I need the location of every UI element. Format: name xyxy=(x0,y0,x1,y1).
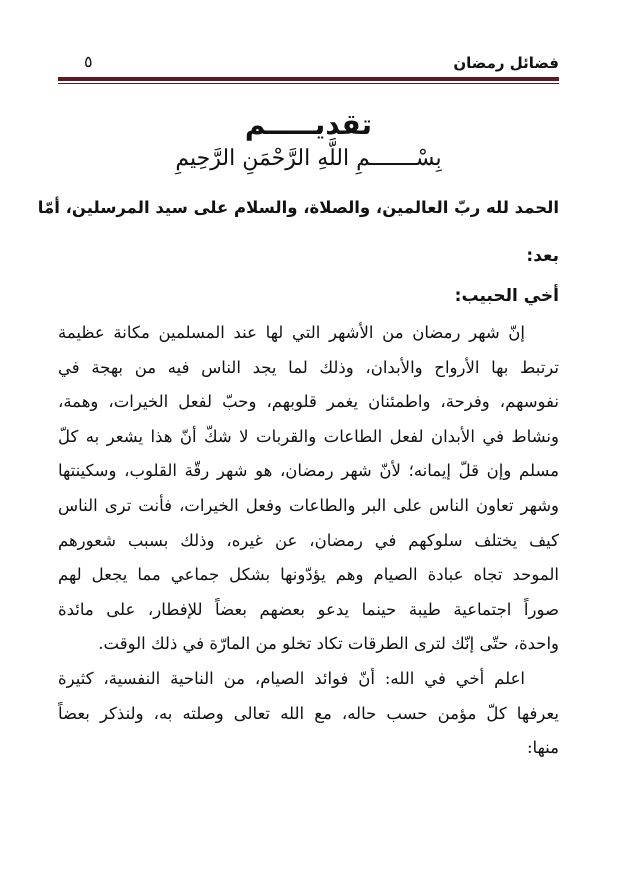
body-line: مسلم وإن قلّ إيمانه؛ لأنّ شهر رمضان، هو شهر رقّة القلوب، وسكينتها xyxy=(58,461,559,481)
body-line: صوراً اجتماعية طيبة حينما يدعو بعضهم بعضاً للإفطار، على مائدة xyxy=(58,599,559,619)
body-line: كيف يختلف سلوكهم في رمضان، عن غيره، وذلك بسبب شعورهم xyxy=(58,530,559,550)
page-number: ٥ xyxy=(84,52,93,71)
body-line: منها: xyxy=(526,738,559,758)
body-line: واحدة، حتّى إنّك لترى الطرقات تكاد تخلو من المارّة في ذلك الوقت. xyxy=(98,634,559,654)
body-line: إنّ شهر رمضان من الأشهر التي لها عند المسلمين مكانة عظيمة xyxy=(58,323,525,342)
body-line: ترتبط بها الأرواح والأبدان، وذلك لما يجد الناس فيه من بهجة في xyxy=(58,357,559,377)
header-rule-thick xyxy=(58,77,559,81)
address-line: أخي الحبيب: xyxy=(454,286,559,306)
body-paragraphs xyxy=(58,316,559,766)
body-line: نفوسهم، وفرحة، واطمئنان يغمر قلوبهم، وحبّ لفعل الخيرات، وهمة، xyxy=(58,392,559,412)
body-line: اعلم أخي في الله: أنّ فوائد الصيام، من الناحية النفسية، كثيرة xyxy=(58,668,525,688)
body-line: وشهر تعاون الناس على البر والطاعات وفعل الخيرات، فأنت ترى الناس xyxy=(58,495,559,515)
book-title: فضائل رمضان xyxy=(453,54,559,72)
running-header xyxy=(58,50,559,76)
body-line: يعرفها كلّ مؤمن حسب حاله، مع الله تعالى وصلته به، ولنذكر بعضاً xyxy=(58,703,559,723)
body-line: الموحد تجاه عبادة الصيام وهم يؤدّونها بشكل جماعي مما يجعل لهم xyxy=(58,565,559,585)
bad-line: بعد: xyxy=(526,246,559,266)
basmala: بِسْـــــــمِ اللَّهِ الرَّحْمَنِ الرَّحِيمِ xyxy=(175,146,442,171)
hamd-line: الحمد لله ربّ العالمين، والصلاة، والسلام على سيد المرسلين، أمّا xyxy=(37,198,559,217)
section-heading: تقديـــــم xyxy=(244,108,373,141)
body-line: ونشاط في الأبدان لفعل الطاعات والقربات لا شكّ أنّ هذا يشعر به كلّ xyxy=(58,426,559,446)
header-rule-thin xyxy=(58,83,559,84)
